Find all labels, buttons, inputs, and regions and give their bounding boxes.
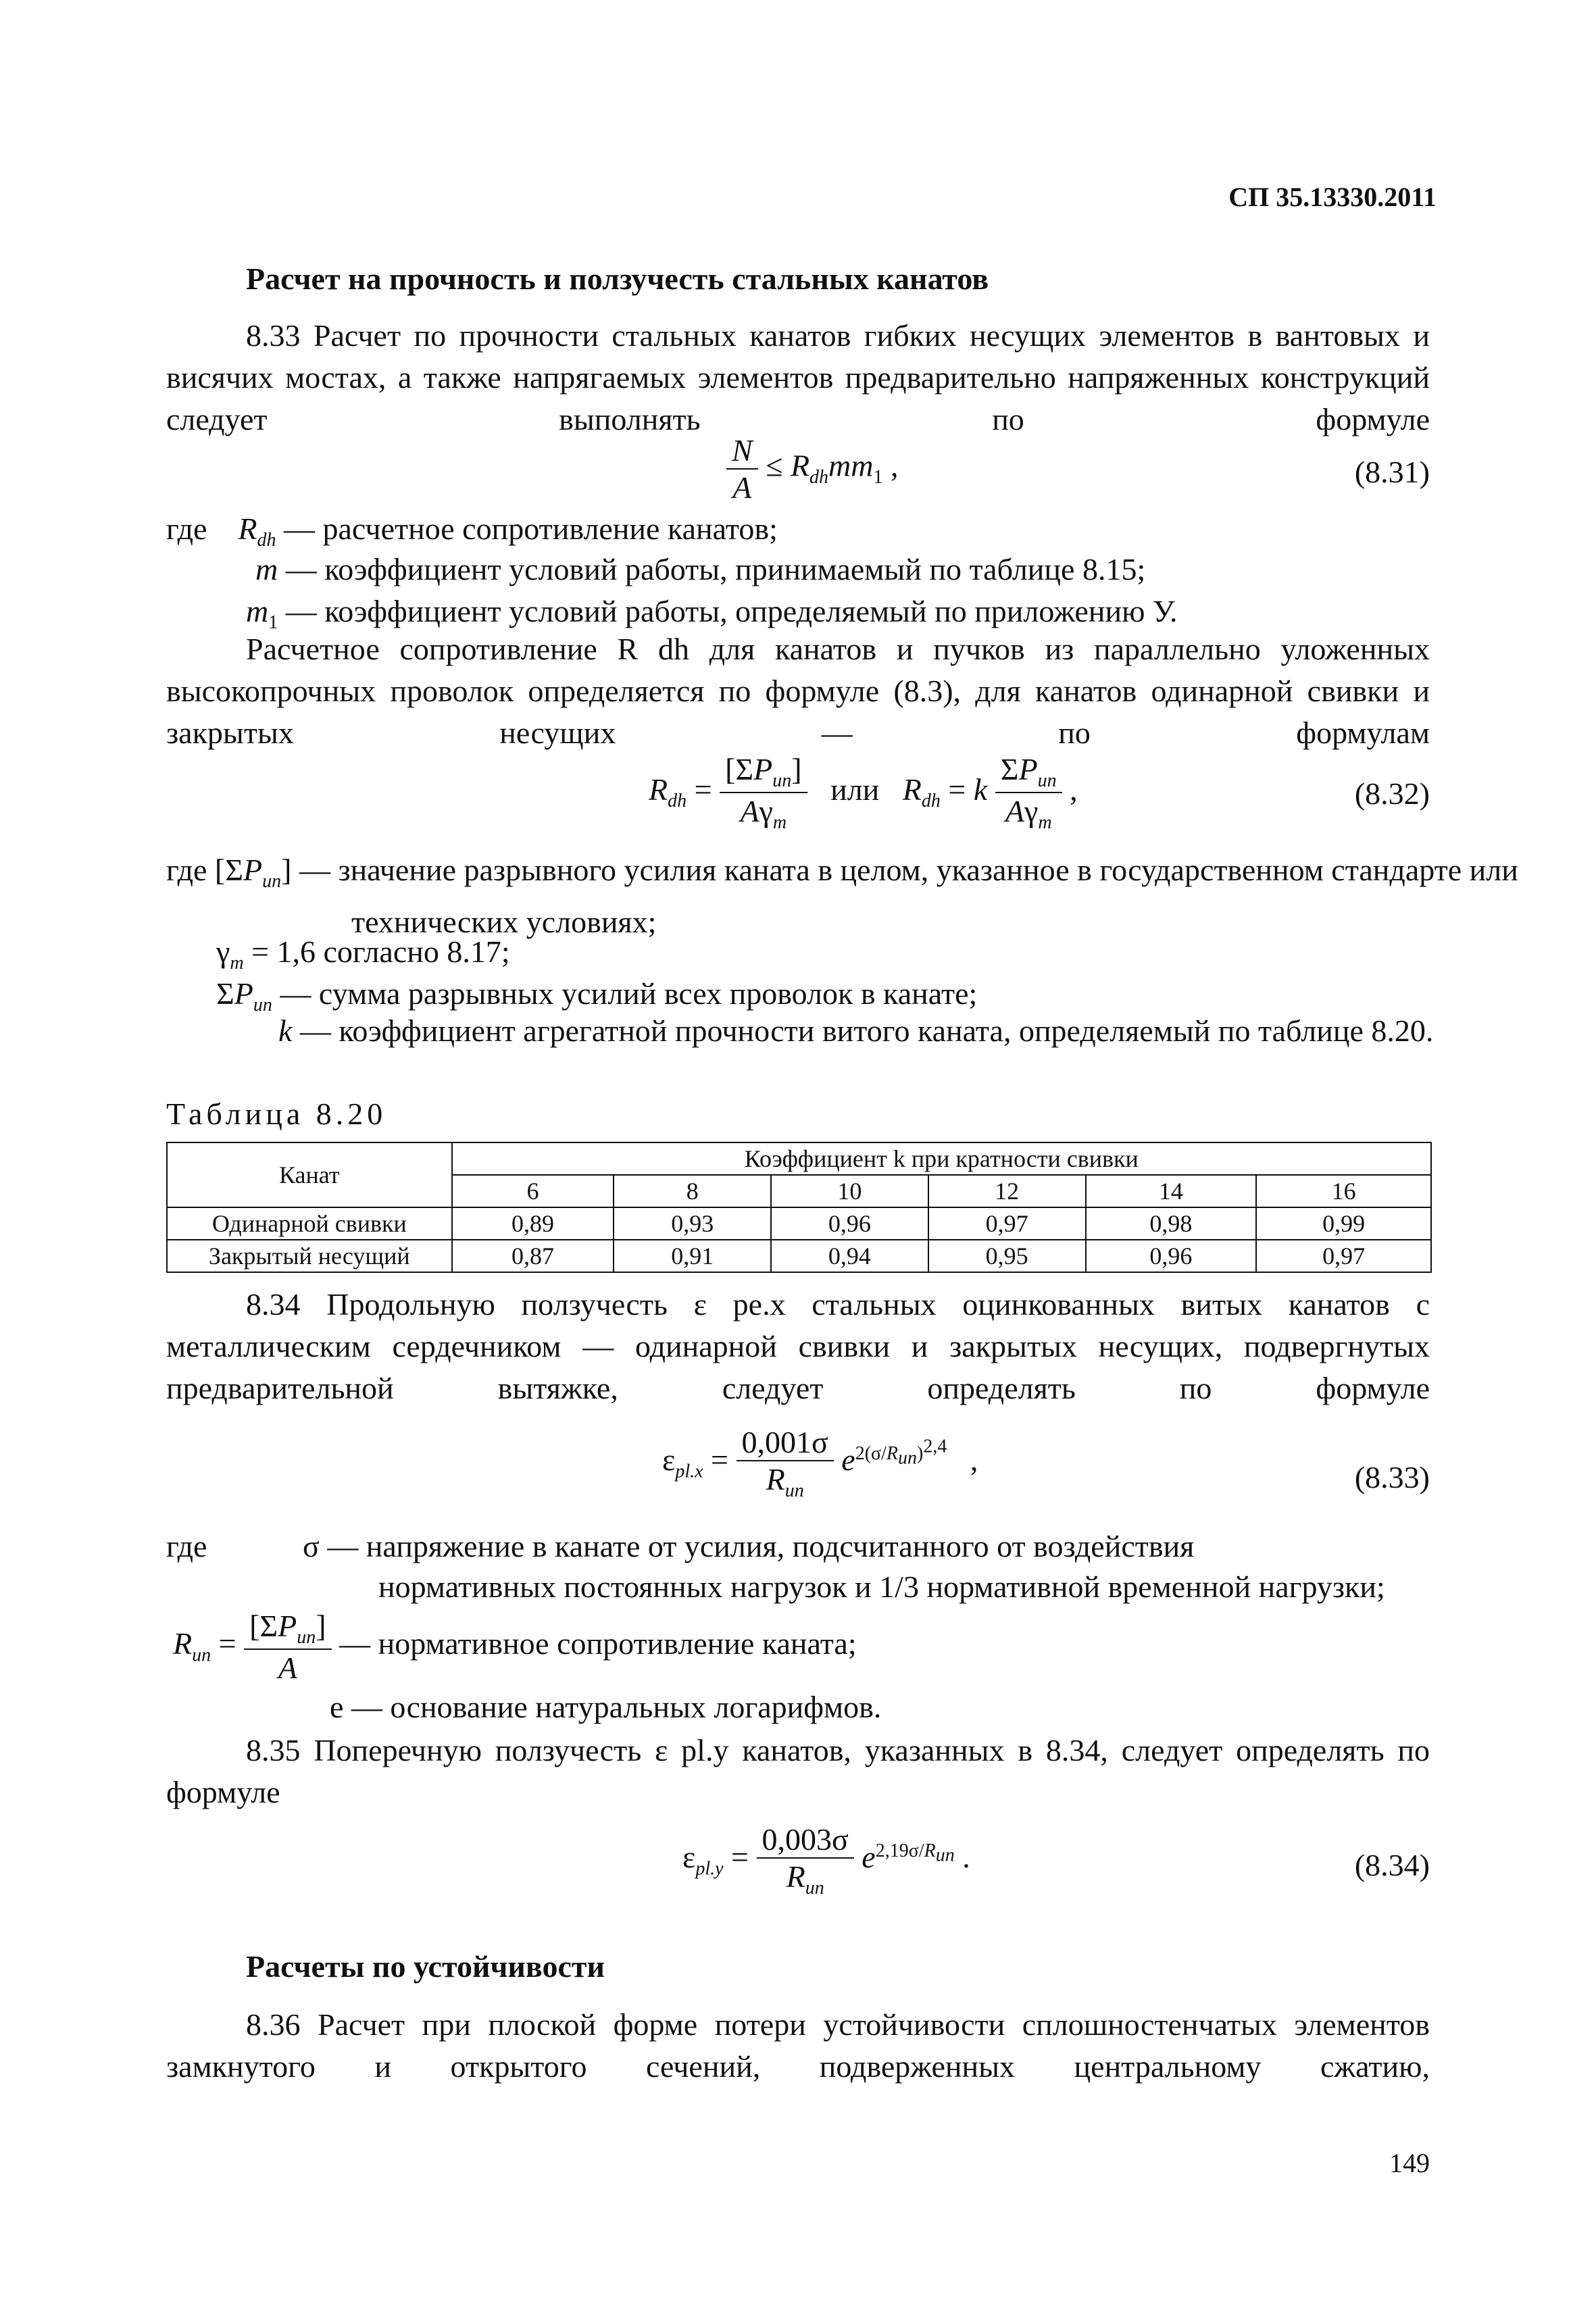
equation-number-8-32: (8.32) — [1354, 776, 1430, 811]
header-mult: 6 — [452, 1175, 614, 1207]
cell-value: 0,91 — [614, 1240, 771, 1272]
header-rope: Канат — [167, 1142, 452, 1207]
cell-value: 0,99 — [1256, 1207, 1431, 1240]
paragraph-8-36: 8.36 Расчет при плоской форме потери устойчивости сплошностенчатых элементов замкнутого и открытого сечений, подверженных центральному сжатию, — [166, 2007, 1430, 2084]
header-mult: 10 — [771, 1175, 928, 1207]
paragraph-8-34: 8.34 Продольную ползучесть ε pe.x стальных оцинкованных витых канатов с металлическим сердечником — одинарной свивки и закрытых несущих, подвергнутых предварительной вытяжке, следует определять по формуле — [166, 1287, 1430, 1405]
cell-value: 0,96 — [771, 1207, 928, 1240]
header-coefficient: Коэффициент k при кратности свивки — [452, 1142, 1431, 1175]
def-rdh-line: где $R_{dh}$ — расчетное сопротивление канатов; — [166, 511, 778, 551]
table-row — [167, 1207, 1431, 1240]
table-8-20 — [166, 1142, 1432, 1273]
formula-8-33: $\varepsilon_{pl.x}$ = $\frac{0,001\sigma}{R_{un}}$ $e^{2(\sigma/R_{un})^{2,4}}$ , — [662, 1425, 978, 1502]
paragraph-8-33: 8.33 Расчет по прочности стальных канатов гибких несущих элементов в вантовых и висячих мостах, а также напрягаемых элементов предварительно напряженных конструкций следует выполнять по формуле — [166, 318, 1430, 436]
cell-value: 0,93 — [614, 1207, 771, 1240]
cell-value: 0,97 — [928, 1207, 1086, 1240]
def-run: $R_{un}$ = $\frac{[\Sigma P_{un}]}{A}$ — нормативное сопротивление каната; — [173, 1609, 857, 1686]
cell-value: 0,95 — [928, 1240, 1086, 1272]
page-number: 149 — [1389, 2148, 1430, 2178]
formula-8-34: $\varepsilon_{pl.y}$ = $\frac{0,003\sigma}{R_{un}}$ $e^{2,19\sigma/R_{un}}$ . — [682, 1822, 970, 1899]
section-title-stability: Расчеты по устойчивости — [246, 1949, 605, 1984]
where-label: где — [166, 1529, 207, 1563]
header-mult: 14 — [1086, 1175, 1257, 1207]
def-gamma: $\gamma_m = 1,6$ согласно 8.17; — [216, 934, 510, 974]
paragraph-8-35: 8.35 Поперечную ползучесть ε pl.y канатов, указанных в 8.34, следует определять по формуле — [166, 1733, 1430, 1809]
table-row — [167, 1240, 1431, 1272]
formula-8-31: $\frac{N}{A}$ ≤ $R_{dh}mm_1$ , — [726, 432, 899, 505]
cell-value: 0,98 — [1086, 1207, 1257, 1240]
section-title-strength: Расчет на прочность и ползучесть стальных канатов — [246, 261, 989, 296]
paragraph-rdh: Расчетное сопротивление R dh для канатов и пучков из параллельно уложенных высокопрочных проволок определяется по формуле (8.3), для канатов одинарной свивки и закрытых несущих — по формулам — [166, 632, 1430, 750]
def-k: k — коэффициент агрегатной прочности витого каната, определяемый по таблице 8.20. — [278, 1013, 1434, 1048]
cell-value: 0,94 — [771, 1240, 928, 1272]
cell-value: 0,89 — [452, 1207, 614, 1240]
def-e: e — основание натуральных логарифмов. — [330, 1690, 882, 1724]
table-header-row — [167, 1142, 1431, 1175]
cell-value: 0,87 — [452, 1240, 614, 1272]
formula-8-32: $R_{dh}$ = $\frac{[\Sigma P_{un}]}{A\gamma_m}$ или $R_{dh} = k$ $\frac{\Sigma P_{un}}{A\gamma_m}$ , — [649, 752, 1078, 834]
row-name: Закрытый несущий — [167, 1240, 452, 1272]
cell-value: 0,96 — [1086, 1240, 1257, 1272]
equation-number-8-34: (8.34) — [1354, 1848, 1430, 1882]
def-m-line: m — коэффициент условий работы, принимаемый по таблице 8.15; — [255, 552, 1146, 586]
header-mult: 8 — [614, 1175, 771, 1207]
def-m1-line: $m_1$ — коэффициент условий работы, определяемый по приложению У. — [246, 594, 1178, 634]
row-name: Одинарной свивки — [167, 1207, 452, 1240]
def-sigma-line1: σ — напряжение в канате от усилия, подсчитанного от воздействия — [303, 1529, 1195, 1563]
def-sum: $\Sigma P_{un}$ — сумма разрывных усилий всех проволок в канате; — [216, 976, 978, 1016]
def-sigma-line2: нормативных постоянных нагрузок и 1/3 нормативной временной нагрузки; — [378, 1569, 1385, 1604]
equation-number-8-33: (8.33) — [1354, 1460, 1430, 1494]
header-mult: 16 — [1256, 1175, 1431, 1207]
cell-value: 0,97 — [1256, 1240, 1431, 1272]
def-sum-bracket: где $[\Sigma P_{un}]$ — значение разрывного усилия каната в целом, указанное в государственном стандарте или технических условиях; — [166, 853, 1518, 940]
equation-number-8-31: (8.31) — [1354, 455, 1430, 489]
document-code: СП 35.13330.2011 — [1228, 182, 1437, 212]
header-mult: 12 — [928, 1175, 1086, 1207]
table-caption: Таблица 8.20 — [166, 1097, 387, 1131]
